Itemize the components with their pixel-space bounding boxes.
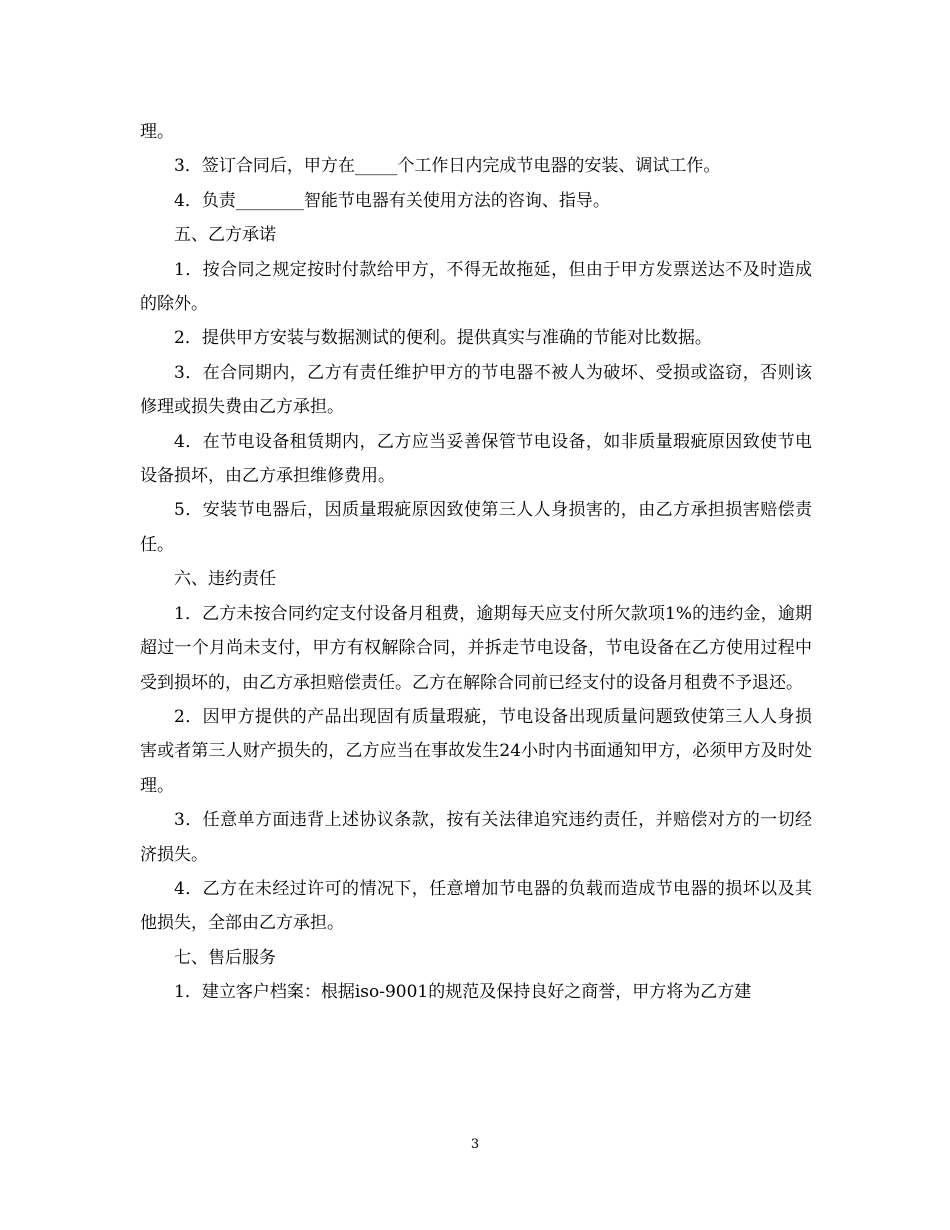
paragraph-item-6-2: 2．因甲方提供的产品出现固有质量瑕疵，节电设备出现质量问题致使第三人人身损害或者第三人财产损失的，乙方应当在事故发生24小时内书面通知甲方，必须甲方及时处理。 — [140, 706, 812, 796]
paragraph-item-6-4: 4．乙方在未经过许可的情况下，任意增加节电器的负载而造成节电器的损坏以及其他损失，全部由乙方承担。 — [140, 878, 812, 934]
paragraph-item-6-3: 3．任意单方面违背上述协议条款，按有关法律追究违约责任，并赔偿对方的一切经济损失。 — [140, 810, 812, 865]
paragraph-item-5-4: 4．在节电设备租赁期内，乙方应当妥善保管节电设备，如非质量瑕疵原因致使节电设备损坏，由乙方承担维修费用。 — [140, 431, 812, 487]
paragraph-item-7-1: 1．建立客户档案：根据iso-9001的规范及保持良好之商誉，甲方将为乙方建 — [174, 982, 752, 1003]
paragraph-item-5-1: 1．按合同之规定按时付款给甲方，不得无故拖延，但由于甲方发票送达不及时造成的除外。 — [140, 259, 812, 315]
paragraph-item-4-4: 4．负责________智能节电器有关使用方法的咨询、指导。 — [174, 190, 610, 211]
paragraph-item-4-3: 3．签订合同后，甲方在_____个工作日内完成节电器的安装、调试工作。 — [174, 156, 721, 177]
section-heading-6: 六、违约责任 — [174, 569, 276, 590]
paragraph-item-5-2: 2．提供甲方安装与数据测试的便利。提供真实与准确的节能对比数据。 — [174, 328, 712, 349]
page-number: 3 — [470, 1137, 480, 1152]
section-heading-5: 五、乙方承诺 — [174, 225, 276, 246]
paragraph-continuation: 理。 — [140, 122, 174, 142]
paragraph-item-5-5: 5．安装节电器后，因质量瑕疵原因致使第三人人身损害的，由乙方承担损害赔偿责任。 — [140, 500, 812, 555]
section-heading-7: 七、售后服务 — [174, 947, 276, 968]
document-body — [140, 115, 812, 1010]
paragraph-item-5-3: 3．在合同期内，乙方有责任维护甲方的节电器不被人为破坏、受损或盗窃，否则该修理或损失费由乙方承担。 — [140, 362, 812, 418]
paragraph-item-6-1: 1．乙方未按合同约定支付设备月租费，逾期每天应支付所欠款项1%的违约金，逾期超过一个月尚未支付，甲方有权解除合同，并拆走节电设备，节电设备在乙方使用过程中受到损坏的，由乙方承担赔偿责任。乙方在解除合同前已经支付的设备月租费不予退还。 — [140, 603, 812, 693]
